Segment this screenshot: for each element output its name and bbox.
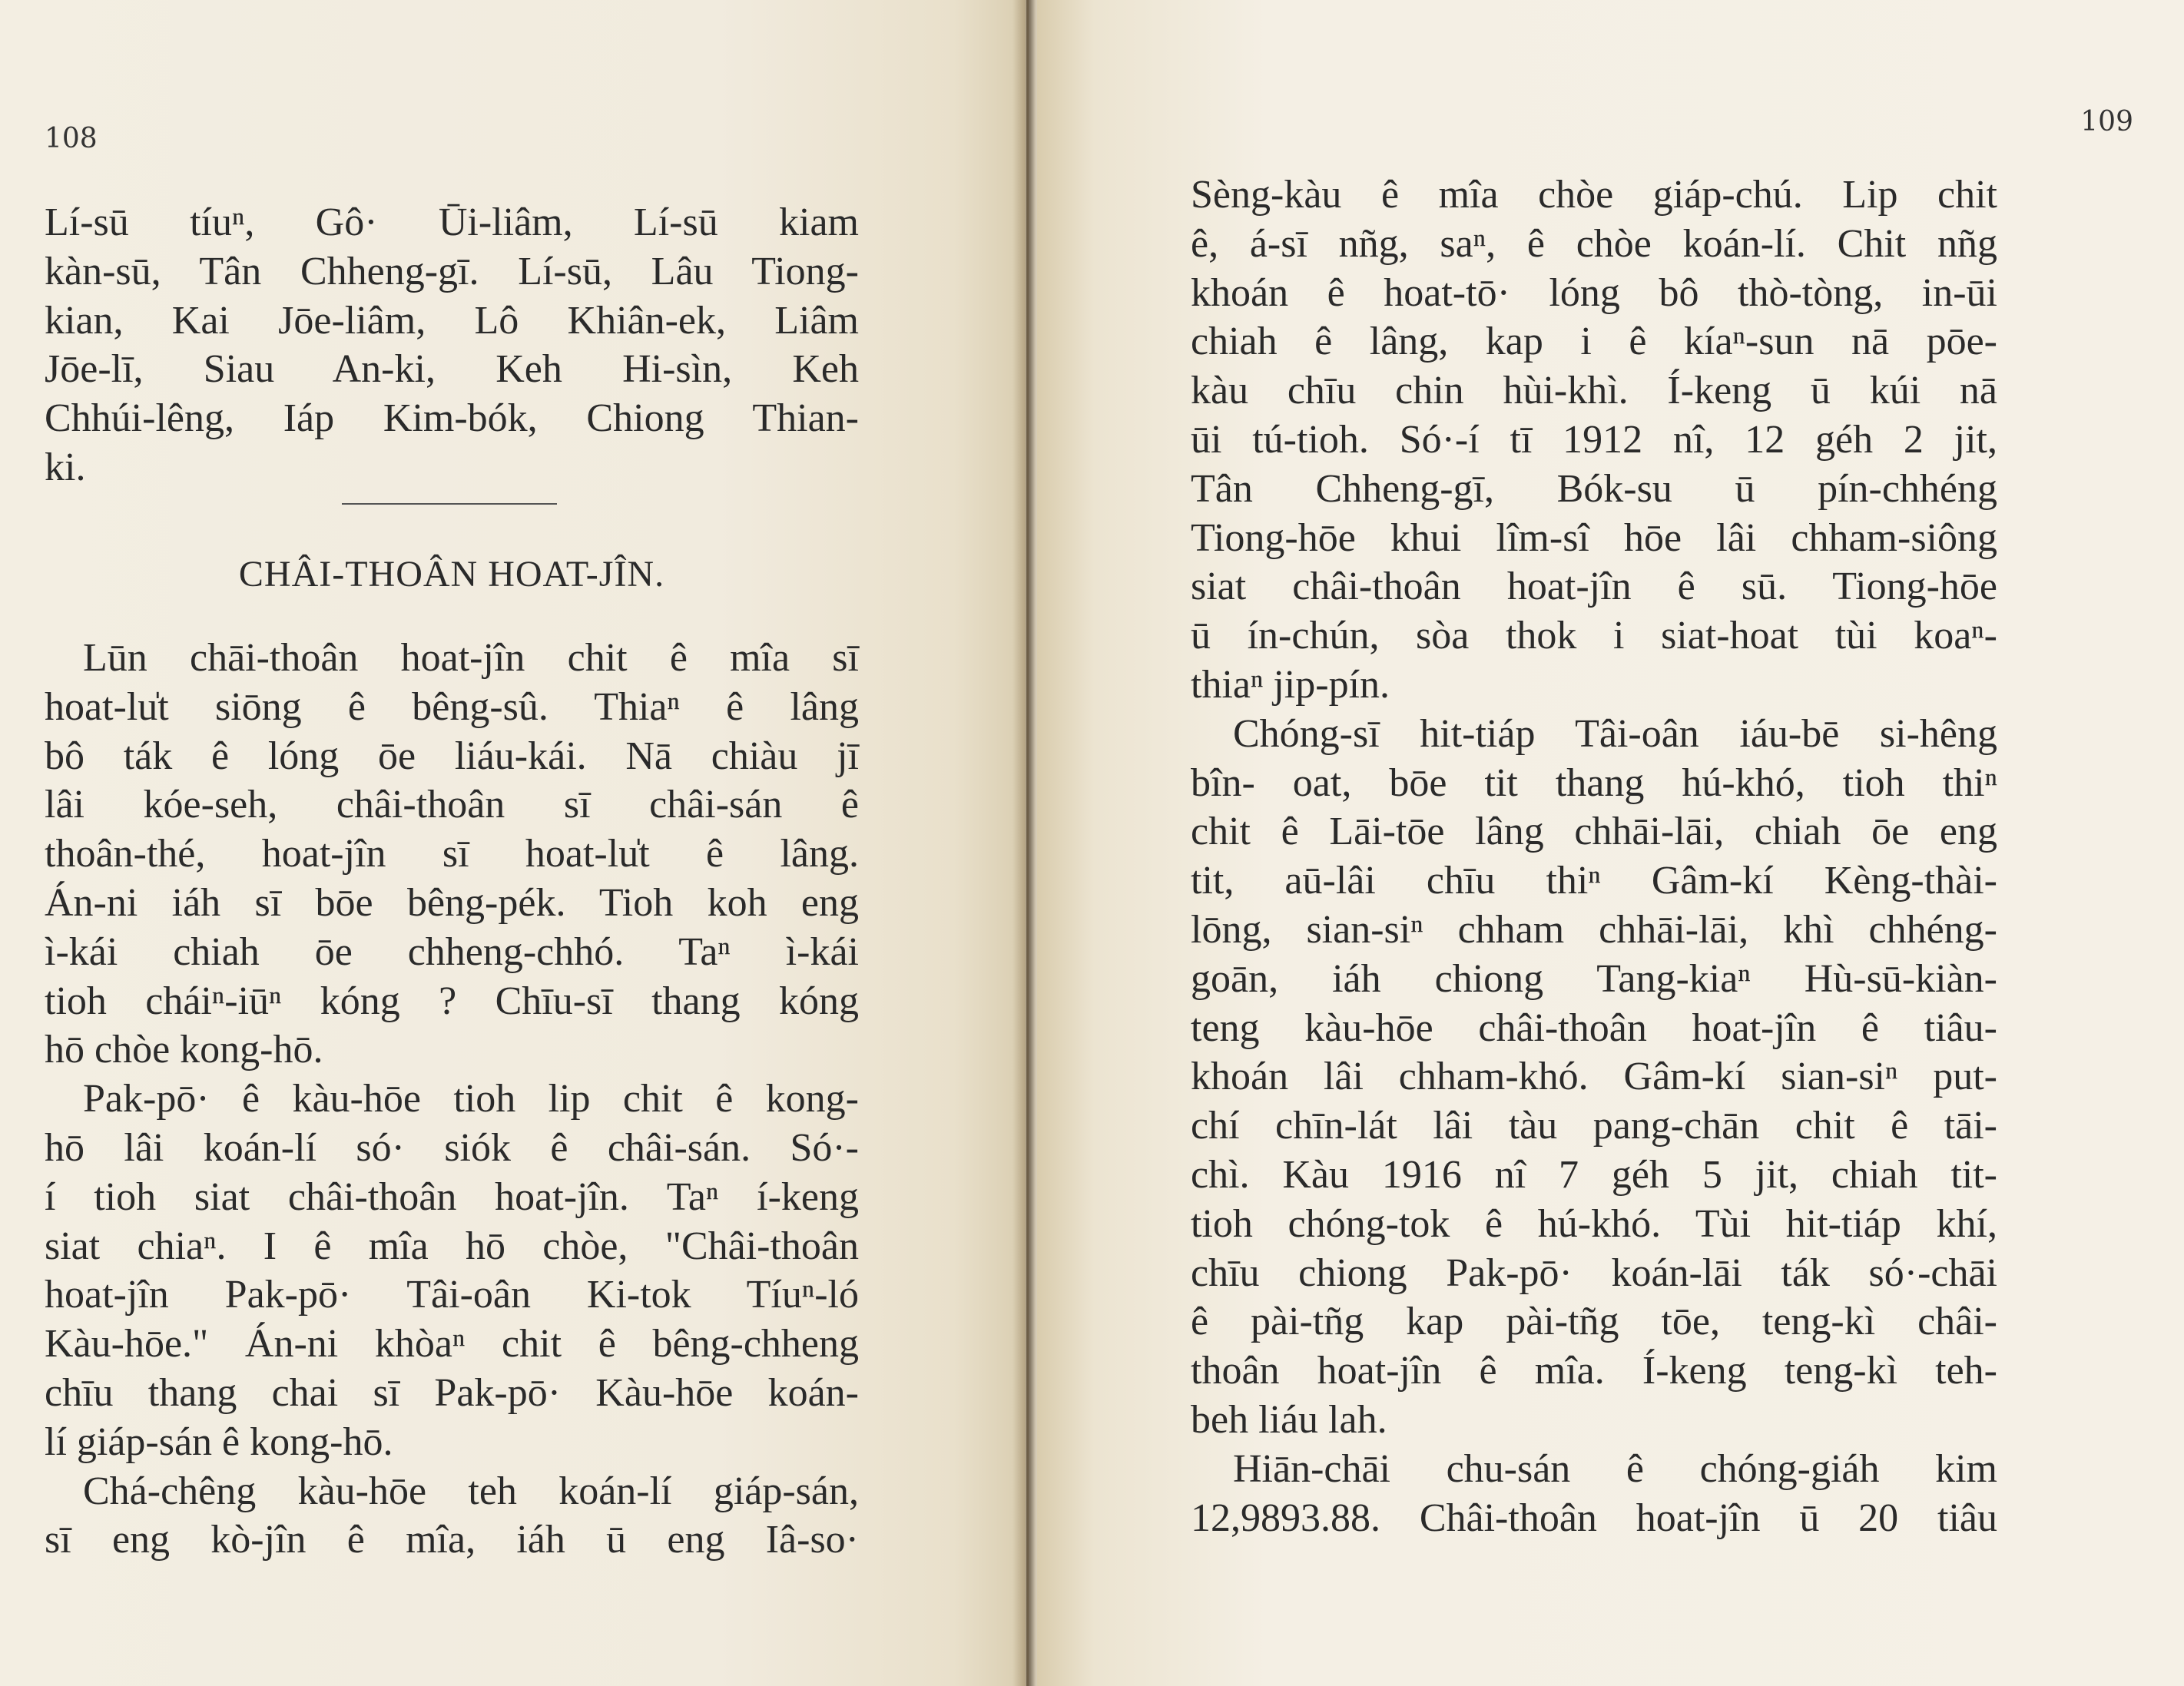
text-line: khoán ê hoat-tō· lóng bô thò-tòng, in-ūi [1191,270,1997,315]
text-line: ū ín-chún, sòa thok i siat-hoat tùi koaⁿ- [1191,614,1997,658]
text-line: hoat-lu̍t siōng ê bêng-sû. Thiaⁿ ê lâng [45,684,859,729]
board-list-paragraph [45,198,859,492]
text-line: siat chiaⁿ. I ê mîa hō chòe, "Châi-thoân [45,1224,859,1268]
text-line: kian, Kai Jōe-liâm, Lô Khiân-ek, Liâm [45,298,859,343]
text-line: Tân Chheng-gī, Bók-su ū pín-chhéng [1191,466,1997,511]
text-line: thoân-thé, hoat-jîn sī hoat-lu̍t ê lâng. [45,832,859,876]
right-page [1037,0,2184,1686]
text-line: Tiong-hōe khui lîm-sî hōe lâi chham-siông [1191,515,1997,560]
body-paragraph-1 [45,634,859,1565]
text-line: lí giáp-sán ê kong-hō. [45,1419,393,1464]
text-line: tioh cháiⁿ-iūⁿ kóng ? Chīu-sī thang kóng [45,979,859,1023]
right-body-text [1191,171,1997,1542]
section-divider [342,503,557,505]
text-line: hō chòe kong-hō. [45,1028,323,1072]
text-line: ê, á-sī nñg, saⁿ, ê chòe koán-lí. Chit nñg [1191,221,1997,266]
text-line: chīu thang chai sī Pak-pō· Kàu-hōe koán- [45,1370,859,1415]
text-line: chí chīn-lát lâi tàu pang-chān chit ê tāi- [1191,1104,1997,1148]
text-line: Hiān-chāi chu-sán ê chóng-giáh kim [1233,1446,1997,1491]
text-line: ūi tú-tioh. Só·-í tī 1912 nî, 12 géh 2 jit, [1191,417,1997,462]
text-line: Sèng-kàu ê mîa chòe giáp-chú. Lip chit [1191,173,1997,217]
text-line: siat châi-thoân hoat-jîn ê sū. Tiong-hōe [1191,565,1997,609]
text-line: chiah ê lâng, kap i ê kíaⁿ-sun nā pōe- [1191,320,1997,364]
text-line: kàu chīu chin hùi-khì. Í-keng ū kúi nā [1191,369,1997,413]
text-line: 12,9893.88. Châi-thoân hoat-jîn ū 20 tiâu [1191,1496,1997,1540]
text-line: chì. Kàu 1916 nî 7 géh 5 jit, chiah tit- [1191,1152,1997,1197]
text-line: thoân hoat-jîn ê mîa. Í-keng teng-kì teh- [1191,1349,1997,1393]
text-line: hoat-jîn Pak-pō· Tâi-oân Ki-tok Tíuⁿ-ló [45,1273,859,1317]
text-line: Chóng-sī hit-tiáp Tâi-oân iáu-bē si-hêng [1233,711,1997,756]
text-line: hō lâi koán-lí só· siók ê châi-sán. Só·- [45,1125,859,1170]
book-spine [1026,0,1029,1686]
text-line: Án-ni iáh sī bōe bêng-pék. Tioh koh eng [45,880,859,925]
text-line: tioh chóng-tok ê hú-khó. Tùi hit-tiáp khí, [1191,1201,1997,1246]
page-number-108: 108 [45,123,98,154]
text-line: sī eng kò-jîn ê mîa, iáh ū eng Iâ-so· [45,1518,859,1562]
text-line: lâi kóe-seh, châi-thoân sī châi-sán ê [45,783,859,827]
text-line: bîn- oat, bōe tit thang hú-khó, tioh thiⁿ [1191,760,1997,805]
text-line: lōng, sian-siⁿ chham chhāi-lāi, khì chhéng- [1191,907,1997,952]
text-line: í tioh siat châi-thoân hoat-jîn. Taⁿ í-keng [45,1174,859,1219]
text-line: goān, iáh chiong Tang-kiaⁿ Hù-sū-kiàn- [1191,956,1997,1001]
text-line: tit, aū-lâi chīu thiⁿ Gâm-kí Kèng-thài- [1191,859,1997,903]
text-line: teng kàu-hōe châi-thoân hoat-jîn ê tiâu- [1191,1005,1997,1050]
text-line: Chhúi-lêng, Iáp Kim-bók, Chiong Thian- [45,396,859,441]
text-line: Chá-chêng kàu-hōe teh koán-lí giáp-sán, [83,1469,859,1513]
text-line: bô ták ê lóng ōe liáu-kái. Nā chiàu jī [45,734,859,778]
text-line: ki. [45,445,86,489]
section-heading: CHÂI-THOÂN HOAT-JÎN. [238,554,665,595]
text-line: kàn-sū, Tân Chheng-gī. Lí-sū, Lâu Tiong- [45,249,859,293]
text-line: thiaⁿ jip-pín. [1191,662,1390,707]
text-line: Jōe-lī, Siau An-ki, Keh Hi-sìn, Keh [45,347,859,392]
text-line: khoán lâi chham-khó. Gâm-kí sian-siⁿ put- [1191,1055,1997,1099]
text-line: ì-kái chiah ōe chheng-chhó. Taⁿ ì-kái [45,929,859,974]
text-line: Pak-pō· ê kàu-hōe tioh lip chit ê kong- [83,1077,859,1121]
text-line: Lūn chāi-thoân hoat-jîn chit ê mîa sī [83,636,859,680]
text-line: Lí-sū tíuⁿ, Gô· Ūi-liâm, Lí-sū kiam [45,200,859,244]
page-number-109: 109 [2080,106,2133,137]
text-line: Kàu-hōe." Án-ni khòaⁿ chit ê bêng-chheng [45,1322,859,1366]
text-line: beh liáu lah. [1191,1397,1387,1442]
text-line: chīu chiong Pak-pō· koán-lāi ták só·-chāi [1191,1250,1997,1295]
left-page [0,0,1026,1686]
text-line: ê pài-tñg kap pài-tñg tōe, teng-kì châi- [1191,1300,1997,1344]
text-line: chit ê Lāi-tōe lâng chhāi-lāi, chiah ōe eng [1191,810,1997,854]
